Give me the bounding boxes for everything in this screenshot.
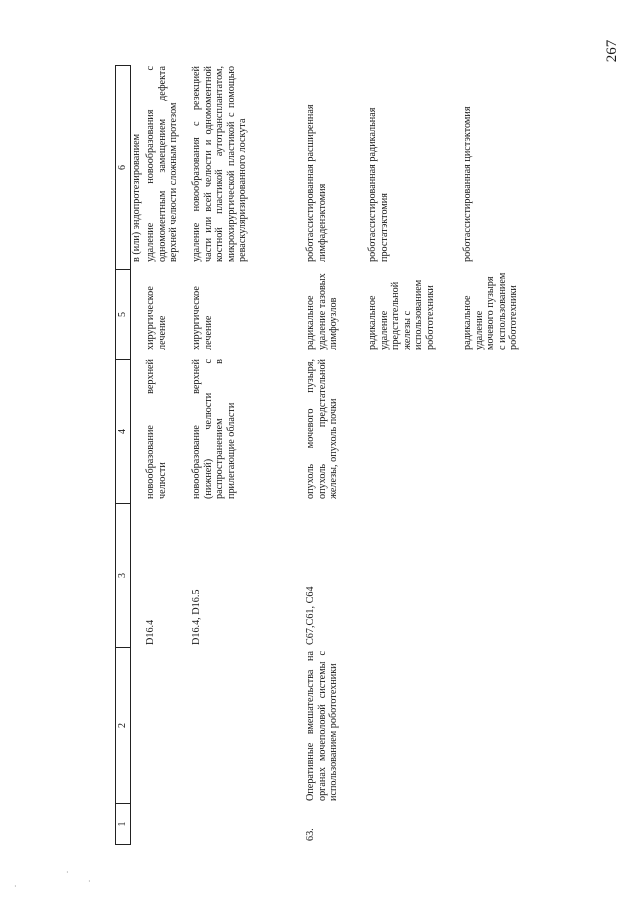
row4-method: роботассистированная радикальная простатэктомия xyxy=(367,107,390,262)
page-number: 267 xyxy=(604,39,620,63)
row3-number: 63. xyxy=(305,828,316,841)
row2-method: удаление новообразования с резекцией части или всей челюсти и одномоментной костной пластикой аутотрансплантатом, микрохирургической пластикой с помощью реваскуляризированного лоскута xyxy=(191,66,249,262)
prev-row-col6: в (или) эндопротезированием xyxy=(131,133,142,262)
row1-icd-codes: D16.4 xyxy=(145,619,156,645)
scan-speck: · xyxy=(14,882,17,891)
header-col-6: 6 xyxy=(116,65,130,270)
header-col-1: 1 xyxy=(116,804,130,845)
row3-diagnosis: опухоль мочевого пузыря, опухоль предстательной железы, опухоль почки xyxy=(305,359,340,499)
row2-treatment-type: хирургическое лечение xyxy=(191,286,214,350)
row3-treatment-type: радикальное удаление тазовых лимфоузлов xyxy=(305,273,340,350)
row2-icd-codes: D16.4, D16.5 xyxy=(191,589,202,645)
row1-method: удаление новообразования с одномоментным замещением дефекта верхней челюсти сложным протезом xyxy=(145,66,180,262)
rotated-table-sheet xyxy=(115,65,585,845)
row3-method: роботассистированная расширенная лимфаденэктомия xyxy=(305,104,328,262)
row3-vmp-name: Оперативные вмешательства на органах мочеполовой системы с использованием робототехники xyxy=(305,651,340,801)
table-header-row xyxy=(115,65,131,845)
row2-diagnosis: новообразование верхней (нижней) челюсти с распространением в прилегающие области xyxy=(191,359,237,499)
header-col-2: 2 xyxy=(116,648,130,804)
scan-speck: · xyxy=(66,868,69,877)
row4-treatment-type: радикальное удаление предстательной железы с использованием робототехники xyxy=(367,279,436,350)
header-col-5: 5 xyxy=(116,270,130,360)
row3-icd-codes: C67,C61, C64 xyxy=(305,586,316,645)
scan-speck: · xyxy=(88,877,91,886)
row5-treatment-type: радикальное удаление мочевого пузыря с использованием робототехники xyxy=(462,272,520,350)
row1-treatment-type: хирургическое лечение xyxy=(145,286,168,350)
row1-diagnosis: новообразование верхней челюсти xyxy=(145,359,168,499)
row5-method: роботассистированная цистэктомия xyxy=(462,106,473,262)
header-col-3: 3 xyxy=(116,504,130,648)
header-col-4: 4 xyxy=(116,360,130,504)
